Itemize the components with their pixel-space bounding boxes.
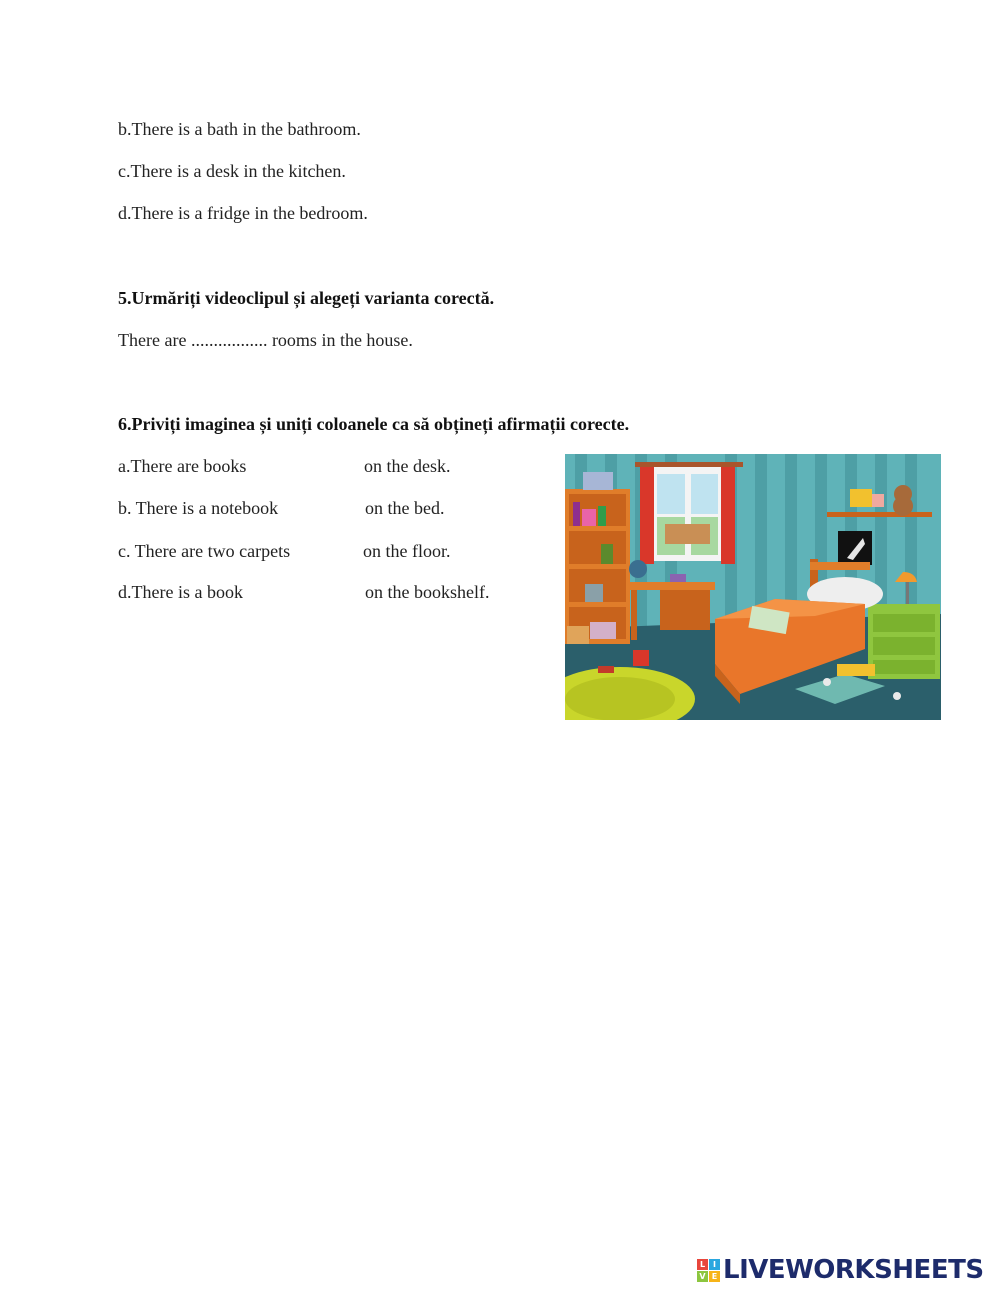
logo-letter-e: E	[709, 1271, 720, 1282]
q6-title: 6.Priviți imaginea și uniți coloanele ca să obțineți afirmații corecte.	[118, 414, 630, 434]
logo-letter-v: V	[697, 1271, 708, 1282]
q6-left-b[interactable]: b. There is a notebook	[118, 498, 279, 518]
bedroom-illustration	[565, 454, 941, 720]
q6-left-d[interactable]: d.There is a book	[118, 582, 243, 602]
q5-sentence[interactable]: There are ................. rooms in the house.	[118, 330, 413, 350]
logo-letter-i: I	[709, 1259, 720, 1270]
q6-right-bed[interactable]: on the bed.	[365, 498, 445, 518]
q6-right-floor[interactable]: on the floor.	[363, 541, 451, 561]
q4-option-c: c.There is a desk in the kitchen.	[118, 161, 346, 181]
logo-letter-l: L	[697, 1259, 708, 1270]
q6-left-c[interactable]: c. There are two carpets	[118, 541, 291, 561]
logo-text: LIVEWORKSHEETS	[723, 1255, 984, 1285]
q6-right-desk[interactable]: on the desk.	[364, 456, 451, 476]
logo-mark-icon	[697, 1259, 720, 1282]
q6-left-a[interactable]: a.There are books	[118, 456, 247, 476]
q4-option-d: d.There is a fridge in the bedroom.	[118, 203, 368, 223]
liveworksheets-logo	[697, 1255, 984, 1285]
q6-right-bookshelf[interactable]: on the bookshelf.	[365, 582, 490, 602]
q4-option-b: b.There is a bath in the bathroom.	[118, 119, 361, 139]
q5-title: 5.Urmăriți videoclipul și alegeți varianta corectă.	[118, 288, 495, 308]
